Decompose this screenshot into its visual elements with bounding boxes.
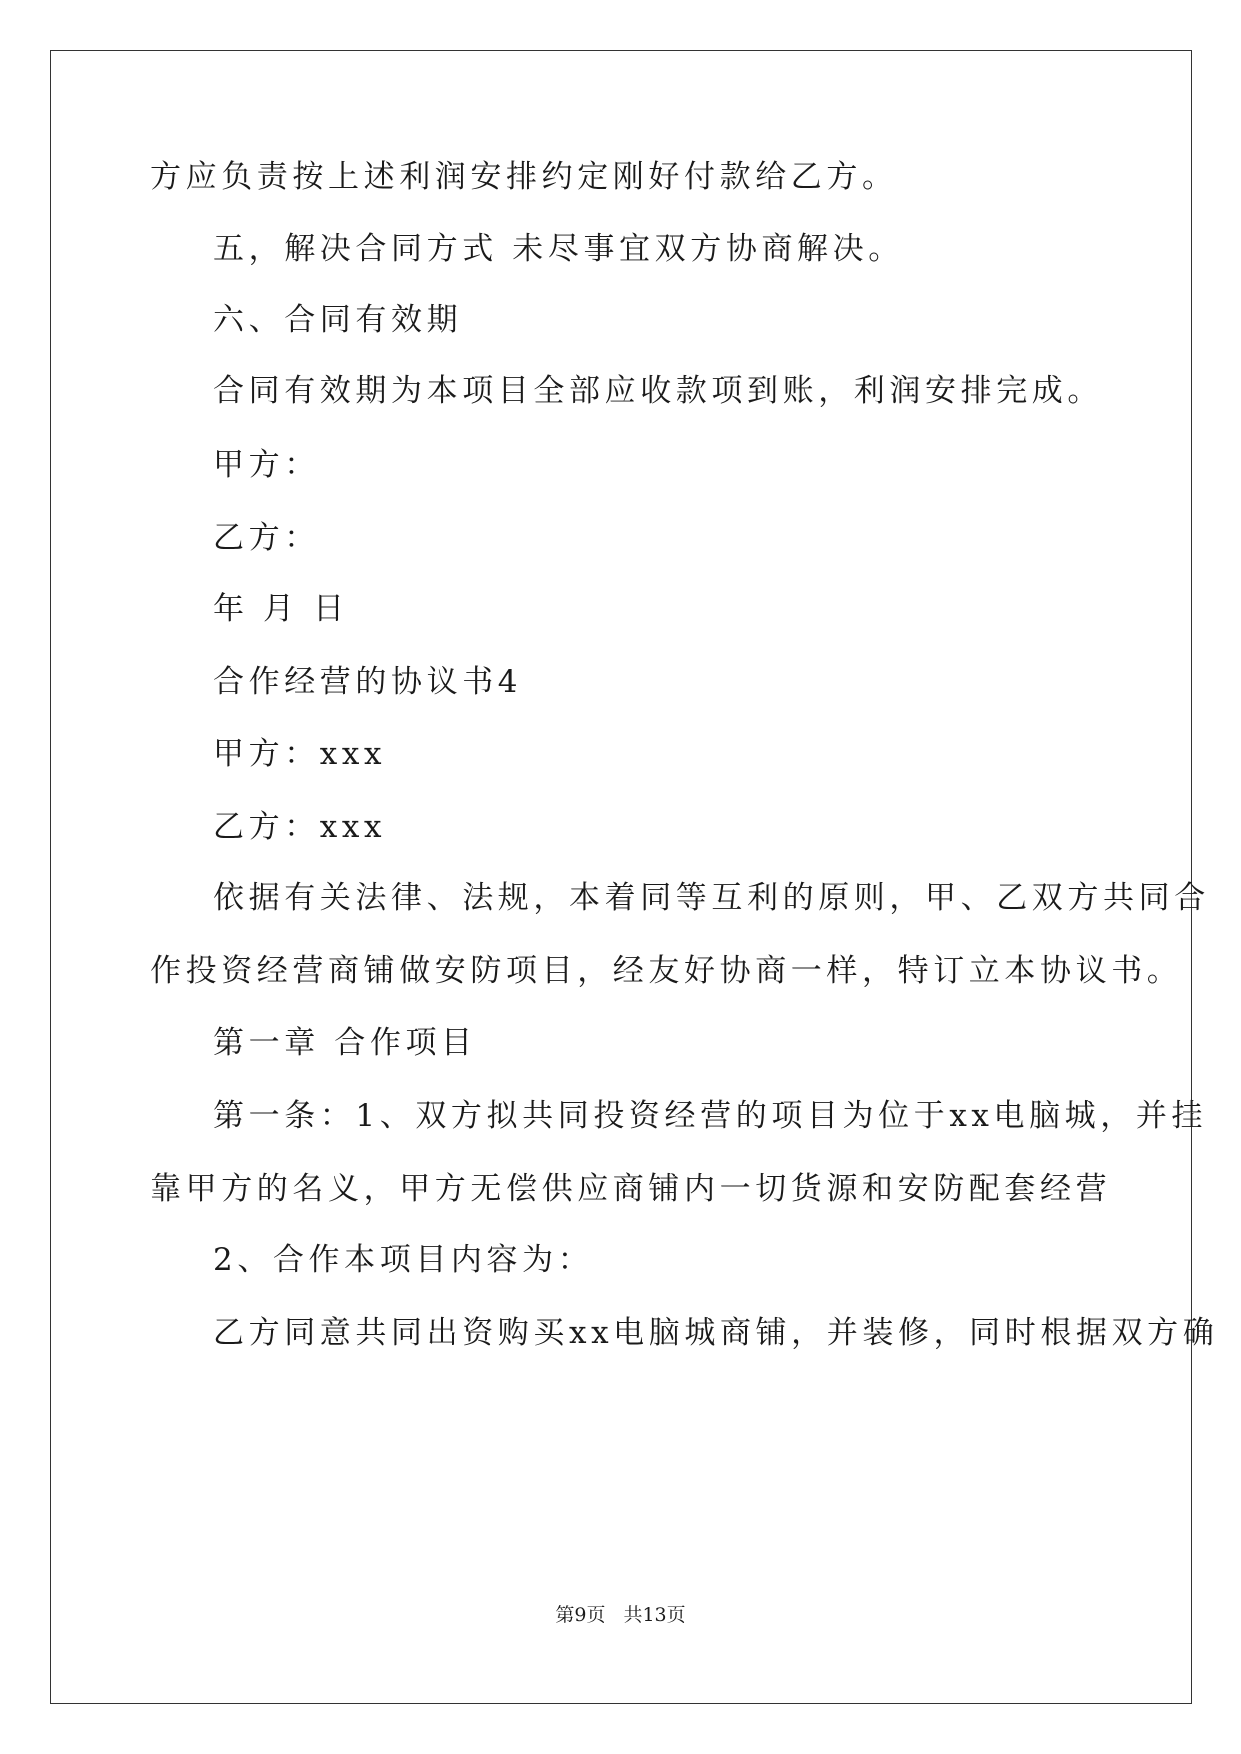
page-footer — [0, 1603, 1241, 1627]
section-heading: 五，解决合同方式 未尽事宜双方协商解决。 — [213, 231, 904, 267]
paragraph-line: 合同有效期为本项目全部应收款项到账，利润安排完成。 — [213, 373, 1103, 409]
page-total: 共13页 — [623, 1604, 686, 1626]
paragraph-line: 依据有关法律、法规，本着同等互利的原则，甲、乙双方共同合 — [213, 880, 1210, 916]
paragraph-line: 乙方同意共同出资购买xx电脑城商铺，并装修，同时根据双方确 — [213, 1315, 1219, 1351]
party-a-label: 甲方： — [213, 447, 320, 483]
agreement-title: 合作经营的协议书4 — [213, 664, 523, 700]
party-a-line: 甲方：xxx — [213, 736, 387, 772]
chapter-heading: 第一章 合作项目 — [213, 1025, 477, 1061]
page-border — [50, 50, 1192, 1704]
paragraph-line: 第一条：1、双方拟共同投资经营的项目为位于xx电脑城，并挂 — [213, 1098, 1208, 1134]
page-number: 第9页 — [555, 1604, 606, 1626]
paragraph-line: 方应负责按上述利润安排约定刚好付款给乙方。 — [150, 159, 898, 195]
paragraph-line: 靠甲方的名义，甲方无偿供应商铺内一切货源和安防配套经营 — [150, 1171, 1112, 1207]
paragraph-line: 作投资经营商铺做安防项目，经友好协商一样，特订立本协议书。 — [150, 953, 1183, 989]
paragraph-line: 2、合作本项目内容为： — [213, 1242, 594, 1278]
date-line: 年 月 日 — [213, 591, 349, 627]
party-b-label: 乙方： — [213, 520, 320, 556]
party-b-line: 乙方：xxx — [213, 809, 387, 845]
section-heading: 六、合同有效期 — [213, 302, 463, 338]
